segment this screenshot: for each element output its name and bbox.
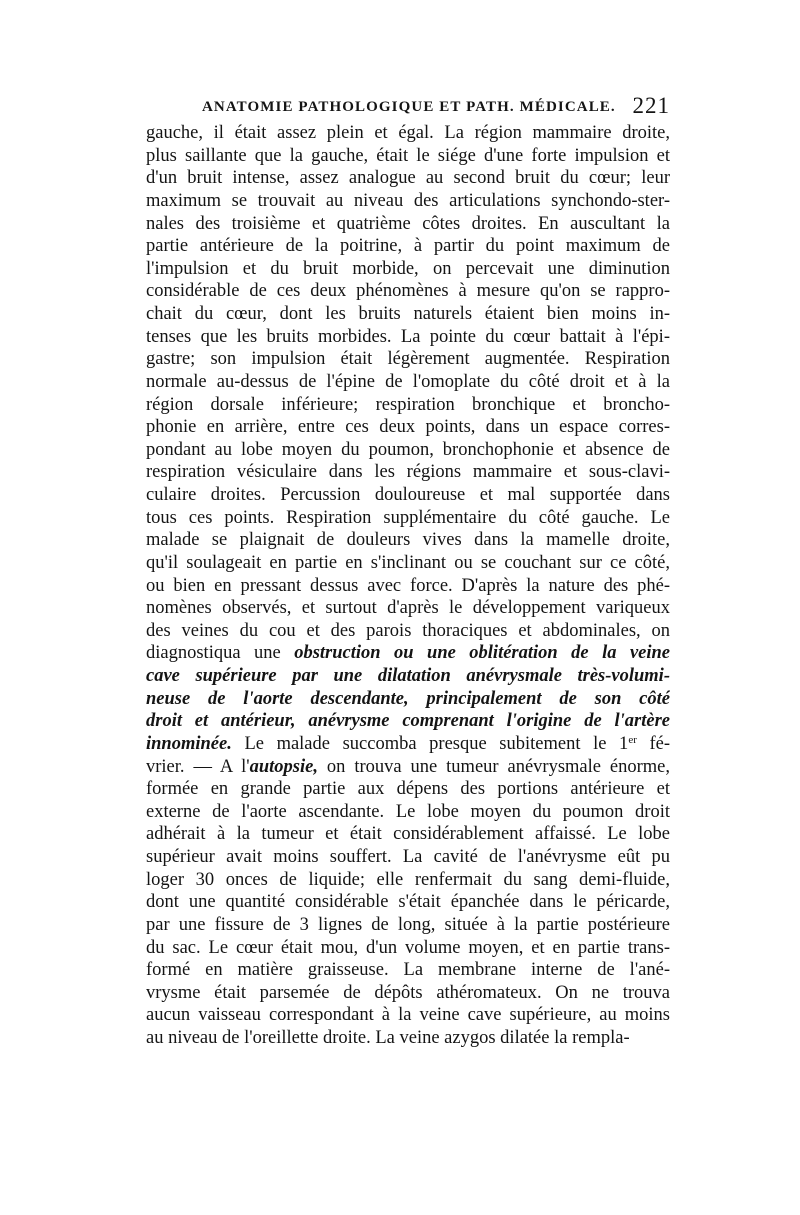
text-line: tenses que les bruits morbides. La pointe du cœur battait à l'épi- bbox=[146, 326, 670, 347]
text-line: supérieur avait moins souffert. La cavité de l'anévrysme eût pu bbox=[146, 847, 670, 867]
text-line: formé en matière graisseuse. La membrane interne de l'ané- bbox=[146, 960, 670, 981]
page-number: 221 bbox=[632, 93, 670, 118]
text-line: ou bien en pressant dessus avec force. D'après la nature des phé- bbox=[146, 575, 670, 596]
text-line: par une fissure de 3 lignes de long, située à la partie postérieure bbox=[146, 914, 670, 935]
body-text bbox=[146, 122, 670, 1050]
text-line: externe de l'aorte ascendante. Le lobe moyen du poumon droit bbox=[146, 801, 670, 822]
italic-run: autopsie, bbox=[249, 756, 318, 777]
text-line: région dorsale inférieure; respiration bronchique et broncho- bbox=[146, 394, 670, 415]
text-line: phonie en arrière, entre ces deux points, dans un espace corres- bbox=[146, 417, 670, 438]
text-line: du sac. Le cœur était mou, d'un volume moyen, et en partie trans- bbox=[146, 937, 670, 958]
text-line: plus saillante que la gauche, était le siége d'une forte impulsion et bbox=[146, 145, 670, 166]
text-line-mixed bbox=[146, 756, 670, 779]
text-line: normale au-dessus de l'épine de l'omoplate du côté droit et à la bbox=[146, 371, 670, 392]
text-line: nales des troisième et quatrième côtes droites. En auscultant la bbox=[146, 213, 670, 234]
text-run: Le malade succomba presque subitement le 1 bbox=[244, 733, 629, 754]
text-line: dont une quantité considérable s'était épanchée dans le péricarde, bbox=[146, 892, 670, 913]
text-line: tous ces points. Respiration supplémentaire du côté gauche. Le bbox=[146, 507, 670, 528]
text-line: considérable de ces deux phénomènes à mesure qu'on se rappro- bbox=[146, 281, 670, 302]
text-line: formée en grande partie aux dépens des portions antérieure et bbox=[146, 779, 670, 800]
text-line: respiration vésiculaire dans les régions mammaire et sous-clavi- bbox=[146, 462, 670, 483]
text-run: vrier. — A l' bbox=[146, 756, 250, 777]
text-line: culaire droites. Percussion douloureuse et mal supportée dans bbox=[146, 485, 670, 505]
text-run: on trouva une tumeur anévrysmale énorme, bbox=[326, 756, 670, 777]
italic-line: droit et antérieur, anévrysme comprenant l'origine de l'artère bbox=[146, 711, 670, 732]
running-head bbox=[146, 93, 670, 121]
text-line: au niveau de l'oreillette droite. La veine azygos dilatée la rempla- bbox=[146, 1028, 630, 1048]
italic-line: neuse de l'aorte descendante, principalement de son côté bbox=[146, 688, 670, 709]
italic-run: obstruction ou une oblitération de la veine bbox=[294, 643, 670, 664]
text-line: maximum se trouvait au niveau des articulations synchondo-ster- bbox=[146, 190, 670, 211]
superscript: er bbox=[628, 733, 637, 746]
text-line-mixed bbox=[146, 642, 670, 665]
text-line: gastre; son impulsion était légèrement augmentée. Respiration bbox=[146, 349, 670, 370]
text-line: vrysme était parsemée de dépôts athéromateux. On ne trouva bbox=[146, 982, 670, 1003]
text-line: pondant au lobe moyen du poumon, bronchophonie et absence de bbox=[146, 439, 670, 460]
text-line: nomènes observés, et surtout d'après le développement variqueux bbox=[146, 598, 670, 619]
text-run: diagnostiqua une bbox=[146, 643, 281, 664]
text-line: gauche, il était assez plein et égal. La région mammaire droite, bbox=[146, 123, 670, 143]
text-line: partie antérieure de la poitrine, à partir du point maximum de bbox=[146, 236, 670, 257]
text-line: adhérait à la tumeur et était considérablement affaissé. Le lobe bbox=[146, 824, 670, 845]
text-line: aucun vaisseau correspondant à la veine cave supérieure, au moins bbox=[146, 1005, 670, 1026]
text-run: fé- bbox=[649, 733, 670, 754]
italic-run: innominée. bbox=[146, 733, 232, 754]
text-line: qu'il soulageait en partie en s'inclinant ou se couchant sur ce côté, bbox=[146, 552, 670, 573]
text-line-mixed bbox=[146, 733, 670, 756]
text-line: d'un bruit intense, assez analogue au second bruit du cœur; leur bbox=[146, 168, 670, 189]
text-line: loger 30 onces de liquide; elle renfermait du sang demi-fluide, bbox=[146, 869, 670, 890]
text-line: chait du cœur, dont les bruits naturels étaient bien moins in- bbox=[146, 304, 670, 324]
text-line: l'impulsion et du bruit morbide, on percevait une diminution bbox=[146, 258, 670, 279]
italic-line: cave supérieure par une dilatation anévrysmale très-volumi- bbox=[146, 666, 670, 686]
text-line: des veines du cou et des parois thoraciques et abdominales, on bbox=[146, 620, 670, 641]
text-line: malade se plaignait de douleurs vives dans la mamelle droite, bbox=[146, 530, 670, 551]
running-title: ANATOMIE PATHOLOGIQUE ET PATH. MÉDICALE. bbox=[202, 99, 616, 115]
